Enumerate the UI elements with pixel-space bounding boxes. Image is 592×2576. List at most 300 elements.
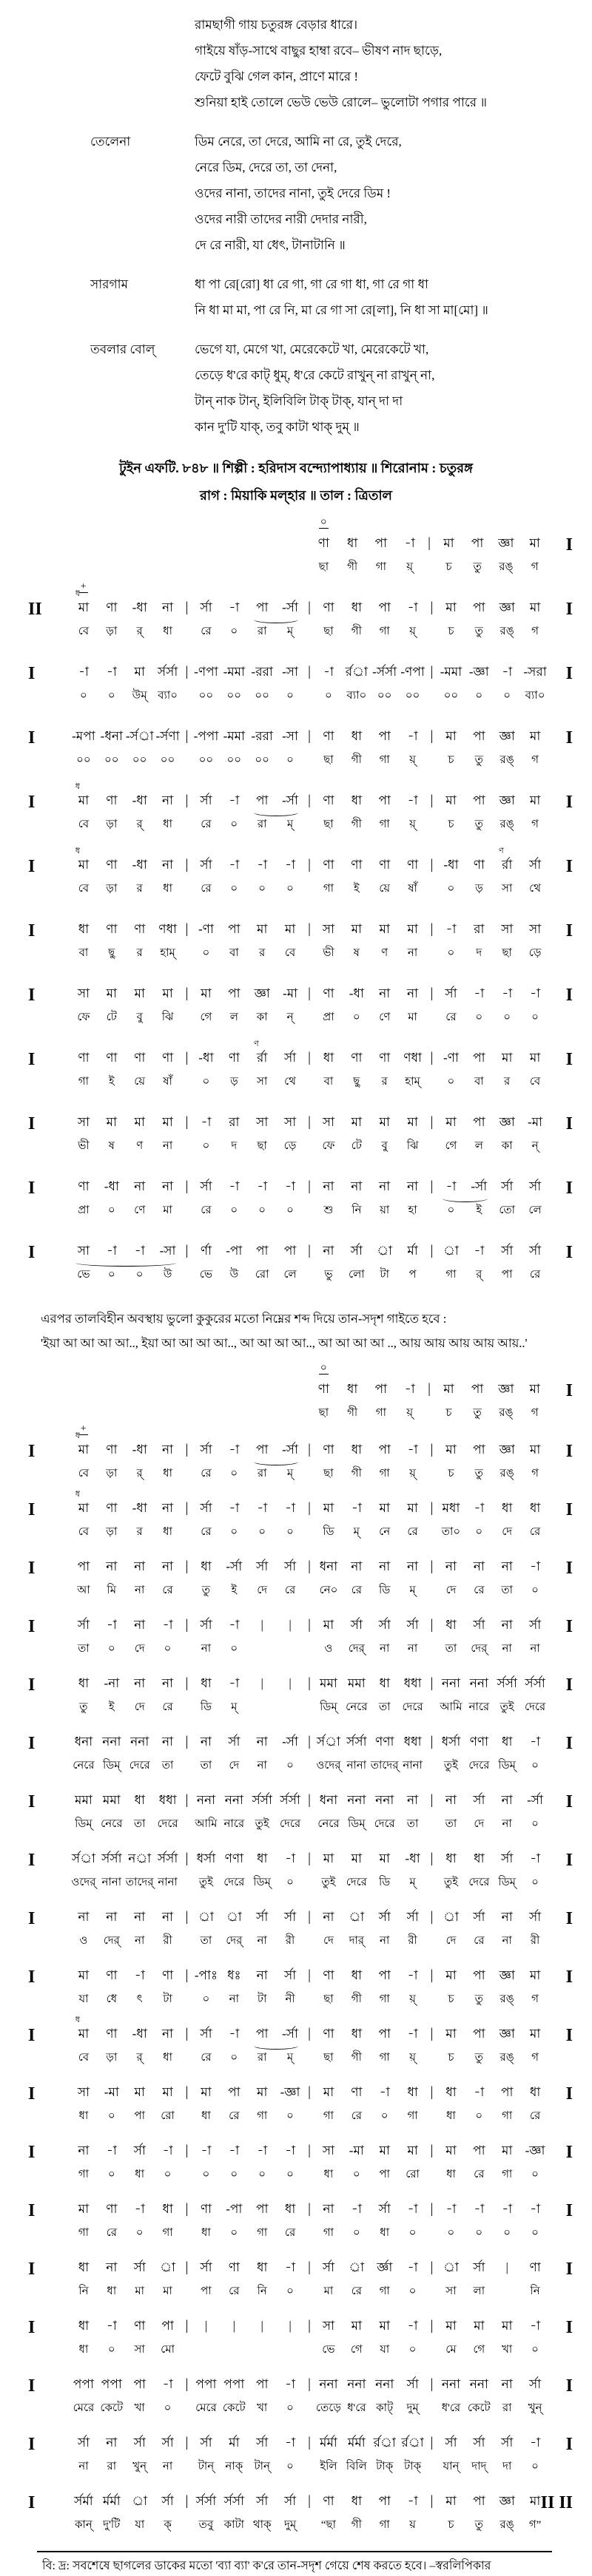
lyric-syllable: নি [530,2285,540,2297]
lyric-syllable: ধা [163,1526,172,1538]
lyric-syllable: টাক্ [404,2461,422,2472]
lyric-syllable: ওদের্ [316,1760,341,1772]
lyric-syllable: নানা [158,1877,178,1888]
lyric-syllable: যা [78,1993,89,2005]
lyric-syllable: ছা [323,626,334,637]
measure [437,1114,550,1153]
note: ণা [323,858,334,872]
note: ধধা [403,1676,422,1690]
measure-group [70,1040,549,1089]
beat-cell [399,1558,427,1598]
beat-cell [493,2259,521,2299]
lyric-syllable: উ [163,1269,172,1281]
measure [314,1733,427,1773]
note: মা [323,1618,334,1632]
beat-cell [276,1114,304,1153]
note: ণা ০ [317,517,329,550]
measure [192,921,305,960]
beat-cell [314,1616,343,1656]
lyric-syllable: দে [134,1643,145,1655]
lyric-syllable: নে০ [319,1584,338,1596]
bar-separator: | [430,1792,434,1808]
beat-cell [70,2317,98,2357]
lyric-syllable: দে [257,1584,268,1596]
beat-cell [493,2142,521,2182]
note: -ররা [251,665,273,679]
note: মা ধ [75,847,90,872]
beat-cell [192,1908,221,1948]
bar-separator: | [430,1114,434,1130]
measure [314,1616,427,1656]
measure [314,728,427,767]
tala-bar-marker-left: I [28,1442,36,1461]
lyric-syllable: তু [474,2519,483,2531]
lyric-syllable: ০ [447,1076,455,1088]
interlude-instruction [41,1306,592,1355]
beat-cell [126,2025,154,2065]
note: না [106,1559,118,1573]
beat-cell [437,856,465,896]
measure-group [70,2142,549,2182]
note: ধা [78,2260,90,2274]
lyric-syllable: আ [77,1584,90,1596]
lyric-syllable: রঙ্ [500,2052,514,2064]
lyric-syllable: রা [257,818,267,830]
note: মমা [75,1793,92,1807]
beat-cell [521,1616,549,1656]
beat-cell [192,1242,221,1282]
lyric-syllable: ন্ [531,1140,539,1152]
bar-separator: | [430,2318,434,2333]
beat-cell [314,1242,343,1282]
beat-cell [343,1967,371,2007]
beat-cell [371,1049,399,1089]
bar-separator: | [308,1500,311,1516]
bar-separator: | [430,1617,434,1633]
note: ননা [130,1735,149,1749]
note: -া [162,1618,173,1632]
note: নর্া [128,1851,152,1865]
sargam-label: সারগাম [90,277,129,291]
lyric-syllable: তু [474,1993,483,2005]
beat-cell [493,663,521,703]
tala-mark: + [80,581,87,592]
beat-cell [126,2434,154,2474]
lyric-syllable: ০ [531,1011,539,1023]
note: মা [134,986,145,1000]
beat-cell [521,2200,549,2240]
beat-cell [465,2259,493,2299]
tala-bar-marker-right: I [565,986,573,1005]
lyric-syllable: ০ [230,818,238,830]
measure [70,728,182,767]
lyric-syllable [232,2342,235,2357]
lyric-syllable: ০ [107,2110,115,2122]
lyric-syllable: নে [379,1526,391,1538]
beat-cell [314,1792,343,1831]
note: ননা [319,2377,338,2391]
note: না [78,2143,90,2158]
measure [314,599,427,639]
lyric-syllable: রে [474,1935,485,1947]
bar-separator: | [430,1243,434,1258]
beat-cell [395,535,424,574]
note: মা [445,2027,457,2041]
lyric-syllable: বে [78,1526,90,1538]
slur [254,1458,299,1465]
note: ধা [351,1443,363,1457]
note: পা [133,2377,146,2391]
note: ধা [379,1676,390,1690]
lyric-syllable: রা [257,2052,267,2064]
beat-cell [399,2200,427,2240]
note: মা [445,2494,457,2508]
lyric-syllable: খা [502,2344,513,2356]
measure-group [70,1242,549,1282]
lyric-syllable: র [381,1076,388,1088]
lyric-syllable: গী [351,1468,362,1479]
beat-cell [343,1178,371,1218]
grace-note: ণ [499,847,504,855]
bar-separator: | [185,664,189,679]
lyric-syllable: রে [201,1204,212,1216]
beat-cell [371,1850,399,1890]
note: ধা [346,536,358,550]
beat-cell [437,1499,465,1539]
beat-cell [521,1558,549,1598]
lyric-syllable: ০ [408,2227,417,2239]
note: মা [106,1115,117,1129]
lyric-syllable: নেরে [73,1760,95,1772]
note: পা [378,1443,391,1457]
note: র্সর্সা [101,1851,122,1865]
beat-cell [248,2434,276,2474]
note: ণা [323,986,334,1000]
note: র্া [443,2260,459,2274]
lyric-syllable: গ” [528,2519,542,2531]
note: র্সা [322,2260,335,2274]
note: র্সা [528,1910,542,1924]
note: -া [474,1501,485,1515]
lyric-syllable: ধা [163,883,172,895]
tala-bar-marker-left: I [28,2026,36,2045]
note: র্সা [528,1244,542,1258]
lyric-syllable: গা [379,2052,390,2064]
note: ণণা [469,1735,489,1749]
lyric-syllable: চ [448,2519,454,2531]
note: মা ধ + [75,1423,90,1457]
tala-bar-marker-right: I [565,1909,573,1928]
lyric-syllable: য়ে [134,1076,146,1088]
note: -া [379,2085,390,2099]
measure [70,2016,182,2065]
beat-cell [493,1242,521,1282]
note: ধা [474,1851,485,1865]
beat-cell [309,1363,338,1420]
beat-cell [343,1616,371,1656]
lyric-syllable: ম্ [286,1468,294,1479]
lyric-syllable: না [502,1643,512,1655]
lyric-syllable: দু'টি [103,2519,121,2531]
lyric-syllable: দুম্ [283,2519,297,2531]
note: পা [378,1968,391,1982]
note: র্সা [200,1179,212,1193]
beat-cell [465,985,493,1025]
beat-cell [126,1499,154,1539]
lyric-syllable: ০ [164,1643,172,1655]
beat-cell [367,1380,396,1420]
beat-cell [276,1850,304,1890]
note: মা [529,2494,541,2508]
measure [437,847,550,896]
beat-cell [98,599,126,639]
lyric-syllable: ছা [323,2052,334,2064]
measure [192,1850,305,1890]
note: ণা [78,1179,90,1193]
beat-cell [521,2142,549,2182]
lyric-syllable: ডিম্ [498,1877,517,1888]
lyric-syllable: ছা [257,1140,267,1152]
beat-cell [98,1558,126,1598]
lyric-syllable: ভে [77,1269,90,1281]
lyric-syllable: সা [257,1076,268,1088]
bar-separator: | [185,2318,189,2333]
tala-bar-marker-left: I [28,2435,36,2454]
lyric-syllable: রে [201,1526,212,1538]
lyric-syllable: কেটে [467,2402,491,2414]
beat-cell [126,1675,154,1715]
note: ণা [78,1051,90,1065]
lyric-syllable: ড়া [106,1468,118,1479]
sargam-section [0,271,592,323]
lyric-syllable: গা [407,2110,418,2122]
lyric-syllable: রো [161,2110,175,2122]
measure-group [70,1558,549,1598]
note: -া [229,793,240,807]
bar-separator: | [430,1909,434,1925]
beat-cell [521,1178,549,1218]
beat-cell [248,985,276,1025]
note: র্সা [133,2436,146,2450]
beat-cell [399,2259,427,2299]
note: -পা [226,2202,243,2216]
bar-separator: | [185,1500,189,1516]
note: রা [229,1115,240,1129]
lyric-syllable: ০ [107,690,115,702]
note: -া [530,1851,541,1865]
beat-cell [371,1441,399,1481]
tala-bar-marker-right: I [565,1792,573,1811]
notation-row [0,1967,592,2008]
beat-cell [192,792,221,832]
note: মা [284,922,296,936]
beat-cell [343,2317,371,2357]
measure [70,1490,182,1539]
bar-separator: | [430,1559,434,1574]
note: -া [106,1618,117,1632]
lyric-syllable: রঙ্ [500,1468,514,1479]
note: না [323,2202,334,2216]
note: পপা [73,2377,94,2391]
beat-cell [343,792,371,832]
beat-cell [399,663,427,703]
lyric-syllable: ধা [78,2344,89,2356]
note: মা [379,1501,390,1515]
measure [192,1114,305,1153]
beat-cell [192,985,221,1025]
lyric-syllable: মা [163,1204,172,1216]
lyric-syllable: ধ'রে [441,2402,461,2414]
lyric-syllable: ডিম্ [498,1760,517,1772]
beat-cell [493,1850,521,1890]
note: র্সা [473,1618,485,1632]
beat-cell [465,1675,493,1715]
beat-cell [314,2259,343,2299]
beat-cell [220,1441,248,1481]
beat-cell [465,2142,493,2182]
note: ণা [379,1051,391,1065]
note: ননা [469,1676,488,1690]
lyric-syllable: ডি [379,1584,391,1596]
note: মা [474,2319,485,2333]
note: -া [106,2143,117,2158]
note: -া [407,2027,418,2041]
measure [437,985,550,1025]
measure [314,2259,427,2299]
lyric-syllable: য়্ [409,1993,416,2005]
lyric-syllable: গী [347,561,358,573]
lyric-syllable: ধে [106,1993,118,2005]
note: র্সর্সা [157,1851,178,1865]
measure [192,856,305,896]
beat-cell [248,1040,276,1089]
note: -র্সণা [155,729,180,743]
note: | [204,2319,208,2333]
note: ধা [201,1676,212,1690]
lyric-syllable: বা [78,947,89,959]
beat-cell [338,1380,367,1420]
beat-cell [98,2200,126,2240]
beat-cell [371,2434,399,2474]
tabla-bol-label: তবলার বোল্ [90,342,155,356]
measure [314,1049,427,1089]
lyric-syllable: না [78,2461,89,2472]
note: র্সা [200,1443,212,1457]
lyric-syllable: ড়া [106,818,118,830]
lyric-syllable: ০ [531,2461,539,2472]
note: ণা [106,1443,118,1457]
beat-cell [98,1967,126,2007]
tala-bar-marker-left: I [28,2260,36,2279]
beat-cell [248,2200,276,2240]
note: না [445,1559,457,1573]
note: পা [473,729,485,743]
lyric-syllable: না [380,1643,390,1655]
note: -া [407,1968,418,1982]
note: মা [379,2143,390,2158]
note: -র্সা [527,1793,543,1807]
slur [254,2042,299,2050]
lyric-syllable: র্ [476,1269,482,1281]
beat-cell [465,2376,493,2416]
note: মধা [442,1501,460,1515]
beat-cell [437,1441,465,1481]
tala-bar-marker-left: I [28,1114,36,1133]
measure [314,2084,427,2123]
lyric-syllable: ষাঁ [408,883,417,895]
beat-cell [220,1675,248,1715]
beat-cell [98,921,126,960]
lyric-syllable: ধা [323,2169,334,2180]
beat-cell [465,2492,493,2532]
note: মা [529,1051,541,1065]
lyric-syllable: তুই [255,1818,269,1830]
beat-cell [276,1675,304,1715]
note: পা [473,2494,485,2508]
bar-separator: | [308,1792,311,1808]
note: -র্সা [282,2027,298,2041]
note: না [351,1179,363,1193]
beat-cell [276,1908,304,1948]
beat-cell [248,2376,276,2416]
lyric-syllable: ০ [447,1204,455,1216]
bar-separator: | [308,1851,311,1866]
lyric-syllable: রে [284,1584,296,1596]
lyric-syllable: টা [380,1269,389,1281]
note: মা [445,1115,457,1129]
beat-cell [248,856,276,896]
lyric-syllable: উ [229,1269,239,1281]
note: র্জ্ঞা [377,2260,393,2274]
tala-bar-marker-left: I [28,2084,36,2104]
note: -া [407,793,418,807]
note: পা [473,793,485,807]
lyric-syllable: ডি [323,1526,334,1538]
note: ধনা [319,1793,338,1807]
note: না [134,1559,146,1573]
note: না [162,600,174,614]
note: মা [257,922,268,936]
lyric-syllable: নেরে [317,1818,340,1830]
note: | [289,2319,292,2333]
lyric-syllable: ইলি [320,2461,337,2472]
lyric-syllable: তা [200,1760,212,1772]
note: মা [529,793,541,807]
note: মা [407,2143,418,2158]
lyric-syllable: গা [379,754,390,766]
lyric-syllable: তা [378,1701,391,1713]
lyric-syllable: ০০ [160,754,175,766]
measure-group [309,1363,549,1420]
note: ণা [529,2260,541,2274]
lyric-syllable: রে [351,1584,362,1596]
measure [437,2025,550,2065]
bar-separator: | [185,2084,189,2100]
lyric-syllable: ভে [199,1269,213,1281]
beat-cell [154,2142,182,2182]
note: মা [529,1382,540,1396]
beat-cell [521,1908,549,1948]
lyric-syllable: মি [107,1584,117,1596]
beat-cell [437,2317,465,2357]
note: না [162,858,174,872]
lyric-syllable: বু [381,1140,388,1152]
beat-cell [70,2016,98,2065]
lyric-syllable: ০০ [443,690,459,702]
bar-separator: | [430,1442,434,1457]
note: র্সা [350,1244,363,1258]
note: না [106,1910,118,1924]
